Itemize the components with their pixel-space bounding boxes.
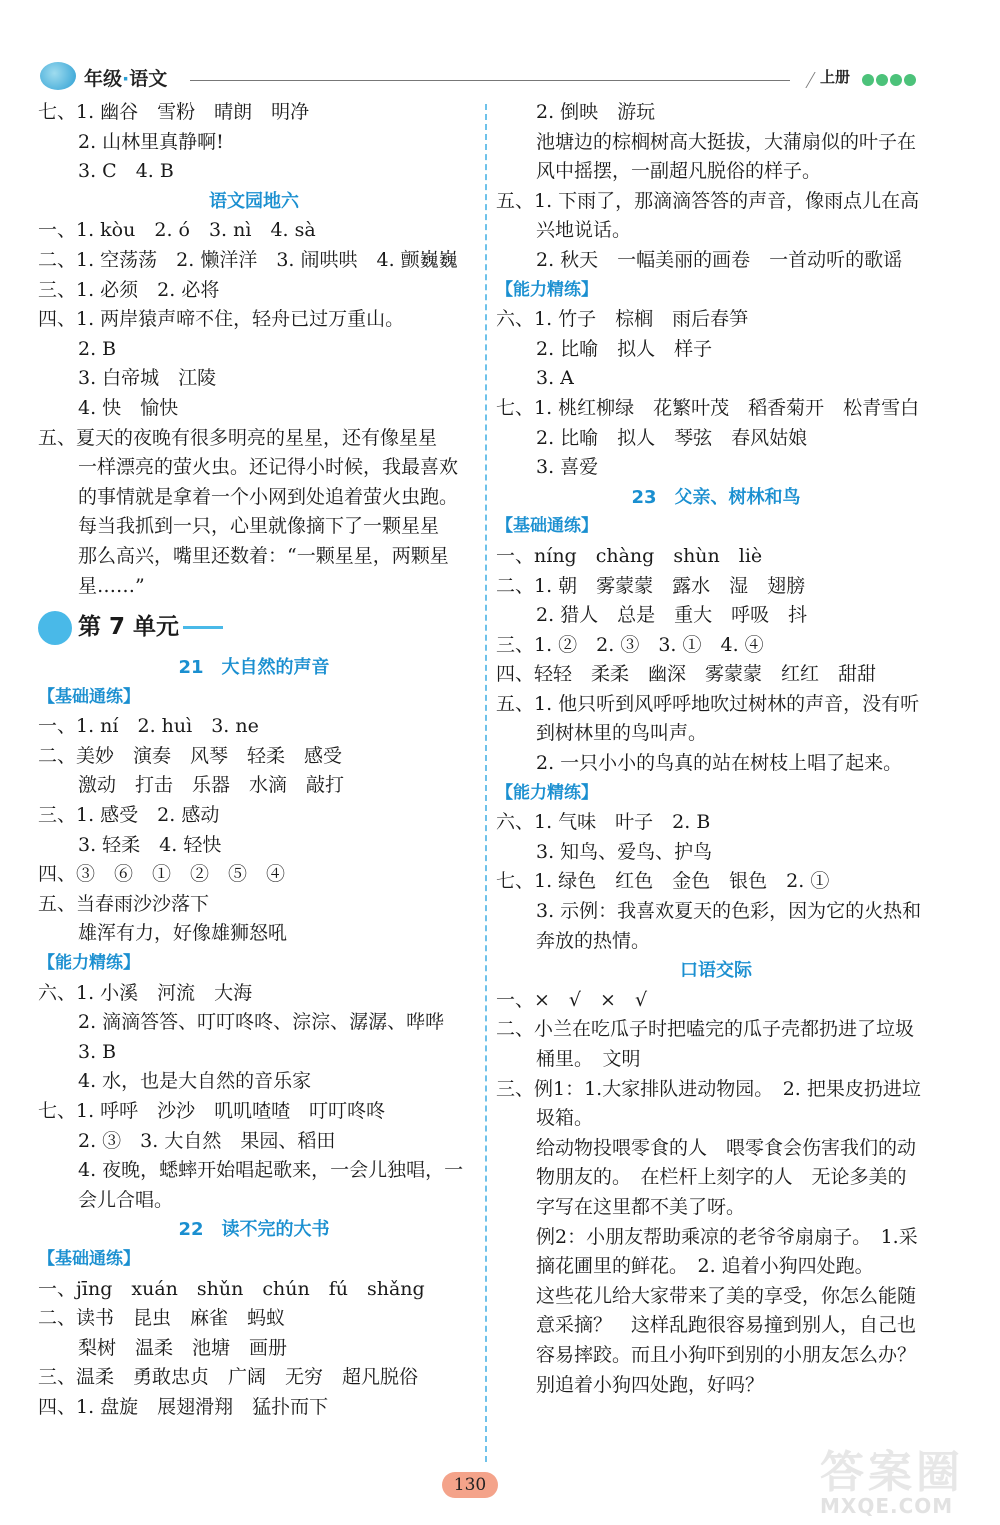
exercise-tag: 【能力精练】 <box>38 953 140 974</box>
answer-line: 3. B <box>78 1040 117 1063</box>
answer-line: 一样漂亮的萤火虫。还记得小时候，我最喜欢 <box>78 456 459 479</box>
answer-line: 3. 喜爱 <box>536 456 599 479</box>
answer-line: 摘花圃里的鲜花。 2. 追着小狗四处跑。 <box>536 1255 874 1278</box>
section-title: 23 父亲、树林和鸟 <box>631 486 801 508</box>
answer-line: 物朋友的。 在栏杆上刻字的人 无论多美的 <box>536 1166 907 1189</box>
answer-line: 风中摇摆，一副超凡脱俗的样子。 <box>536 160 822 183</box>
exercise-tag: 【能力精练】 <box>496 782 598 803</box>
answer-line: 2. 秋天 一幅美丽的画卷 一首动听的歌谣 <box>536 248 903 271</box>
answer-line: 四、③ ⑥ ① ② ⑤ ④ <box>38 863 286 886</box>
header-grade-subject <box>84 64 167 91</box>
answer-line: 一、1. kòu 2. ó 3. nì 4. sà <box>38 219 316 242</box>
answer-line: 三、1. ② 2. ③ 3. ① 4. ④ <box>496 633 764 656</box>
answer-line: 给动物投喂零食的人 喂零食会伤害我们的动 <box>536 1136 917 1159</box>
header-decoration-dots <box>862 71 918 90</box>
answer-line: 3. C 4. B <box>78 160 174 183</box>
answer-line: 奔放的热情。 <box>536 929 651 952</box>
section-title: 22 读不完的大书 <box>178 1219 330 1241</box>
answer-line: 3. 示例：我喜欢夏天的色彩，因为它的火热和 <box>536 900 922 923</box>
book-logo-icon <box>40 62 76 90</box>
answer-line: 五、当春雨沙沙落下 <box>38 892 210 915</box>
unit-title: 第 7 单元 <box>78 614 180 641</box>
answer-line: 的事情就是拿着一个小网到处追着萤火虫跑。 <box>78 485 459 508</box>
answer-line: 池塘边的棕榈树高大挺拔，大蒲扇似的叶子在 <box>536 130 917 153</box>
answer-line: 三、1. 必须 2. 必将 <box>38 278 220 301</box>
answer-line: 一、× √ × √ <box>496 988 648 1011</box>
answer-line: 兴地说话。 <box>536 219 632 242</box>
column-divider <box>485 104 487 1462</box>
answer-line: 3. 白帝城 江陵 <box>78 367 217 390</box>
answer-line: 七、1. 桃红柳绿 花繁叶茂 稻香菊开 松青雪白 <box>496 396 920 419</box>
answer-line: 3. 知鸟、爱鸟、护鸟 <box>536 840 713 863</box>
section-title: 21 大自然的声音 <box>178 657 330 679</box>
answer-line: 梨树 温柔 池塘 画册 <box>78 1336 288 1359</box>
answer-line: 意采摘？ 这样乱跑很容易撞到别人，自己也 <box>536 1314 917 1337</box>
answer-line: 2. B <box>78 337 117 360</box>
page-number: 130 <box>442 1472 498 1498</box>
answer-line: 3. A <box>536 367 574 390</box>
unit-circle-icon <box>38 611 72 645</box>
answer-line: 六、1. 气味 叶子 2. B <box>496 811 711 834</box>
answer-line: 这些花儿给大家带来了美的享受，你怎么能随 <box>536 1284 917 1307</box>
answer-line: 四、1. 两岸猿声啼不住，轻舟已过万重山。 <box>38 308 405 331</box>
answer-line: 四、1. 盘旋 展翅滑翔 猛扑而下 <box>38 1395 329 1418</box>
answer-line: 二、小兰在吃瓜子时把嗑完的瓜子壳都扔进了垃圾 <box>496 1018 915 1041</box>
watermark-logo-text: 答案圈 <box>820 1447 964 1498</box>
answer-line: 二、1. 朝 雾蒙蒙 露水 湿 翅膀 <box>496 574 806 597</box>
answer-line: 三、例1：1.大家排队进动物园。 2. 把果皮扔进垃 <box>496 1077 921 1100</box>
watermark <box>820 1436 980 1516</box>
section-title: 口语交际 <box>680 960 752 982</box>
answer-line: 三、温柔 勇敢忠贞 广阔 无穷 超凡脱俗 <box>38 1366 419 1389</box>
answer-line: 七、1. 呼呼 沙沙 叽叽喳喳 叮叮咚咚 <box>38 1100 386 1122</box>
answer-line: 4. 快 愉快 <box>78 396 179 419</box>
answer-line: 2. 山林里真静啊! <box>78 130 224 153</box>
answer-line: 那么高兴，嘴里还数着：“一颗星星，两颗星 <box>78 544 449 567</box>
answer-line: 五、1. 他只听到风呼呼地吹过树林的声音，没有听 <box>496 692 920 715</box>
exercise-tag: 【基础通练】 <box>496 516 598 537</box>
answer-line: 圾箱。 <box>536 1107 594 1130</box>
answer-line: 2. 比喻 拟人 样子 <box>536 337 713 360</box>
answer-line: 2. 滴滴答答、叮叮咚咚、淙淙、潺潺、哗哗 <box>78 1011 445 1034</box>
answer-line: 3. 轻柔 4. 轻快 <box>78 833 222 856</box>
unit-underline <box>183 626 223 629</box>
answer-line: 二、1. 空荡荡 2. 懒洋洋 3. 闹哄哄 4. 颤巍巍 <box>38 248 458 271</box>
answer-line: 二、读书 昆虫 麻雀 蚂蚁 <box>38 1307 286 1330</box>
answer-line: 每当我抓到一只，心里就像摘下了一颗星星 <box>78 515 440 538</box>
unit-heading <box>38 601 470 653</box>
watermark-url: MXQE.COM <box>820 1494 954 1518</box>
answer-line: 七、1. 绿色 红色 金色 银色 2. ① <box>496 870 830 893</box>
page-header <box>0 0 1000 100</box>
answer-line: 4. 夜晚，蟋蟀开始唱起歌来，一会儿独唱，一 <box>78 1159 464 1182</box>
answer-line: 三、1. 感受 2. 感动 <box>38 804 220 827</box>
answer-line: 六、1. 小溪 河流 大海 <box>38 981 253 1004</box>
answer-line: 2. 一只小小的鸟真的站在树枝上唱了起来。 <box>536 752 903 775</box>
answer-line: 字写在这里都不美了呀。 <box>536 1195 746 1218</box>
answer-line: 七、1. 幽谷 雪粉 晴朗 明净 <box>38 101 310 123</box>
right-column <box>496 98 936 1400</box>
exercise-tag: 【基础通练】 <box>38 1248 140 1269</box>
answer-line: 2. 倒映 游玩 <box>536 101 656 123</box>
answer-line: 容易摔跤。而且小狗吓到别的小朋友怎么办？ <box>536 1343 917 1366</box>
header-volume: 上册 <box>820 68 851 86</box>
answer-line: 一、jīng xuán shǔn chún fú shǎng <box>38 1277 425 1300</box>
answer-line: 一、níng chàng shùn liè <box>496 544 763 567</box>
answer-line: 4. 水，也是大自然的音乐家 <box>78 1070 312 1093</box>
answer-line: 2. 比喻 拟人 琴弦 春风姑娘 <box>536 426 808 449</box>
header-separator: · <box>122 68 130 90</box>
left-column <box>38 98 470 1423</box>
exercise-tag: 【能力精练】 <box>496 279 598 300</box>
answer-line: 五、夏天的夜晚有很多明亮的星星，还有像星星 <box>38 426 438 449</box>
header-subject: 语文 <box>129 68 168 90</box>
answer-line: 别追着小狗四处跑，好吗？ <box>536 1373 765 1396</box>
answer-line: 会儿合唱。 <box>78 1188 174 1211</box>
answer-line: 六、1. 竹子 棕榈 雨后春笋 <box>496 308 749 331</box>
answer-line: 例2：小朋友帮助乘凉的老爷爷扇扇子。 1.采 <box>536 1225 918 1248</box>
answer-line: 雄浑有力，好像雄狮怒吼 <box>78 922 288 945</box>
answer-line: 一、1. ní 2. huì 3. ne <box>38 715 259 738</box>
answer-line: 桶里。 文明 <box>536 1048 641 1070</box>
answer-line: 到树林里的鸟叫声。 <box>536 722 708 745</box>
header-rule <box>190 80 790 81</box>
section-title: 语文园地六 <box>209 190 299 212</box>
answer-line: 二、美妙 演奏 风琴 轻柔 感受 <box>38 744 343 767</box>
exercise-tag: 【基础通练】 <box>38 686 140 707</box>
answer-line: 四、轻轻 柔柔 幽深 雾蒙蒙 红红 甜甜 <box>496 663 877 686</box>
answer-line: 激动 打击 乐器 水滴 敲打 <box>78 774 345 797</box>
answer-line: 2. ③ 3. 大自然 果园、稻田 <box>78 1129 336 1152</box>
answer-line: 2. 猎人 总是 重大 呼吸 抖 <box>536 604 808 627</box>
header-grade: 年级 <box>84 68 123 90</box>
answer-line: 星……” <box>78 574 145 597</box>
answer-line: 五、1. 下雨了，那滴滴答答的声音，像雨点儿在高 <box>496 189 920 212</box>
header-slash <box>785 72 815 88</box>
